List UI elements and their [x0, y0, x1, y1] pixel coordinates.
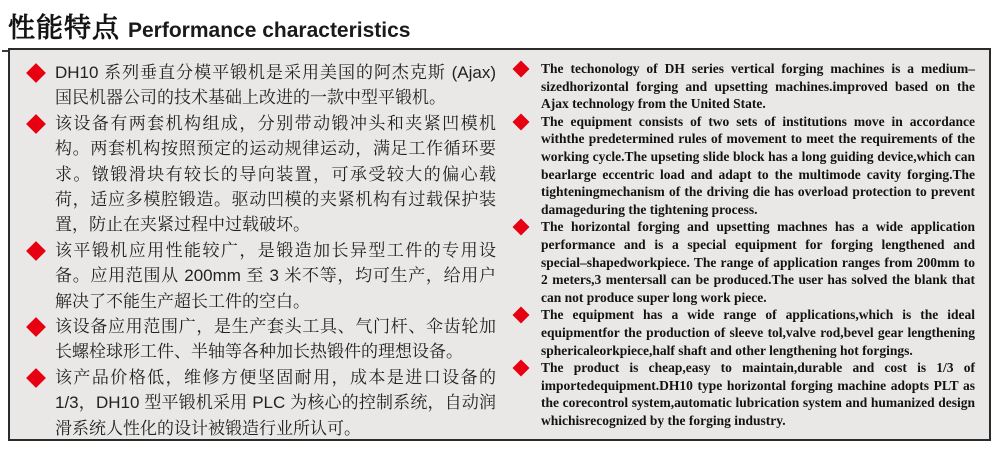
diamond-bullet-icon [26, 317, 46, 337]
diamond-bullet-icon [26, 63, 46, 83]
list-item-text: DH10 系列垂直分模平锻机是采用美国的阿杰克斯 (Ajax) 国民机器公司的技术基础上改进的一款中型平锻机。 [55, 63, 496, 108]
list-item-text: The equipment has a wide range of applications,which is the ideal equipmentfor the production of sleeve tol,valve rod,bevel gear lengthening sphericaleorkpiece,half shaft and other lengthening hot forgings. [541, 307, 975, 358]
right-column-english [510, 60, 975, 433]
list-item [26, 238, 496, 314]
list-item-text: 该设备应用范围广，是生产套头工具、气门杆、伞齿轮加长螺栓球形工件、半轴等各种加长热锻件的理想设备。 [55, 317, 496, 362]
list-item [510, 113, 975, 219]
list-item [26, 60, 496, 111]
list-item [510, 218, 975, 306]
list-item-text: The horizontal forging and upsetting machnes has a wide application performance and is a special equipment for forging lengthened and special–shapedworkpiece. The range of application ranges from 200mm to 2 meters,3 mentersall can be produced.The user has solved the blank that can not produce super long work piece. [541, 219, 975, 305]
content-panel [8, 48, 991, 441]
list-item-text: The product is cheap,easy to maintain,durable and cost is 1/3 of importedequipment.DH10 type horizontal forging machine adopts PLT as the corecontrol system,automatic lubrication system and humanized design whichisrecognized by the forging industry. [541, 360, 975, 428]
list-item-text: The techonology of DH series vertical forging machines is a medium–sizedhorizontal forging and upsetting machines.improved based on the Ajax technology from the United State. [541, 61, 975, 112]
diamond-bullet-icon [26, 241, 46, 261]
list-item-text: 该平锻机应用性能较广，是锻造加长异型工件的专用设备。应用范围从 200mm 至 3 米不等，均可生产，给用户解决了不能生产超长工件的空白。 [55, 240, 496, 311]
list-item-text: 该设备有两套机构组成，分别带动锻冲头和夹紧凹模机构。两套机构按照预定的运动规律运动，满足工作循环要求。镦锻滑块有较长的导向装置，可承受较大的偏心载荷，适应多模腔锻造。驱动凹模的夹紧机构有过载保护装置，防止在夹紧过程中过载破坏。 [55, 113, 496, 235]
page-title-chinese: 性能特点 [8, 13, 120, 43]
page-title-english: Performance characteristics [128, 19, 411, 42]
list-item [510, 60, 975, 113]
page-title [2, 4, 434, 52]
diamond-bullet-icon [513, 61, 530, 78]
left-column-chinese [26, 60, 496, 438]
list-item [26, 365, 496, 441]
list-item [510, 306, 975, 359]
list-item [510, 359, 975, 429]
diamond-bullet-icon [513, 307, 530, 324]
diamond-bullet-icon [513, 219, 530, 236]
list-item [26, 314, 496, 365]
diamond-bullet-icon [26, 368, 46, 388]
page-header [2, 4, 434, 52]
diamond-bullet-icon [513, 360, 530, 377]
list-item [26, 111, 496, 238]
list-item-text: The equipment consists of two sets of institutions move in accordance withthe predetermined rules of movement to meet the requirements of the working cycle.The upseting slide block has a long guiding device,which can bearlarge eccentric load and adapt to the multimode cavity forging.The tighteningmechanism of the driving die has overload protection to prevent damageduring the tightening process. [541, 113, 975, 217]
list-item-text: 该产品价格低，维修方便坚固耐用，成本是进口设备的 1/3，DH10 型平锻机采用 PLC 为核心的控制系统，自动润滑系统人性化的设计被锻造行业所认可。 [55, 367, 496, 438]
diamond-bullet-icon [26, 114, 46, 134]
diamond-bullet-icon [513, 113, 530, 130]
